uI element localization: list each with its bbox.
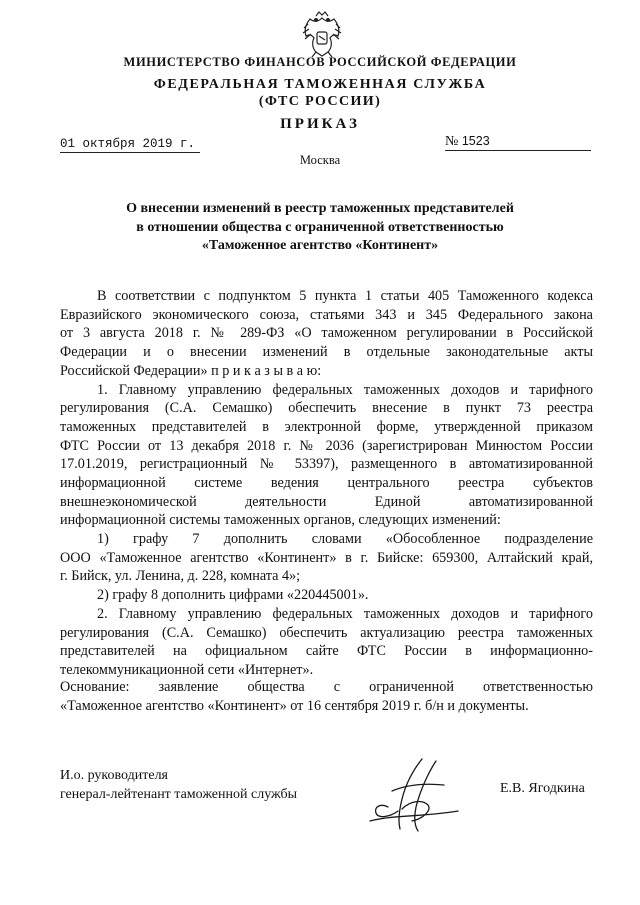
text-line: от 3 августа 2018 г. № 289-ФЗ «О таможенном регулировании в Российской [60,325,593,342]
coat-of-arms-icon [300,10,344,60]
text-line: ООО «Таможенное агентство «Континент» в г. Бийске: 659300, Алтайский край, [60,549,593,566]
text-line: таможенных представителей в электронной форме, утвержденной приказом [60,418,593,435]
text-line: ФТС России от 13 декабря 2018 г. № 2036 (зарегистрирован Минюстом России [60,437,593,454]
order-date: 01 октября 2019 г. [60,137,200,153]
order-number-field [445,134,591,151]
basis-paragraph [60,678,593,715]
text-line: 2) графу 8 дополнить цифрами «220445001». [97,587,369,603]
item-1-paragraph [60,381,593,531]
text-line: представителей на официальном сайте ФТС России в информационно- [60,643,593,660]
text-line: внешнеэкономической деятельности Единой автоматизированной [60,493,593,510]
text-line: 2. Главному управлению федеральных таможенных доходов и тарифного [97,606,593,622]
text-line: Основание: заявление общества с ограниченной ответственностью [60,679,593,695]
text-line: 1) графу 7 дополнить словами «Обособленное подразделение [97,531,593,547]
text-line: 1. Главному управлению федеральных таможенных доходов и тарифного [97,381,593,398]
signatory-name: Е.В. Ягодкина [500,781,585,796]
ministry-name: МИНИСТЕРСТВО ФИНАНСОВ РОССИЙСКОЙ ФЕДЕРАЦИИ [123,55,517,69]
issue-city: Москва [299,153,341,167]
text-line: «Таможенное агентство «Континент» от 16 сентября 2019 г. б/н и документы. [60,697,529,714]
order-number: 1523 [461,134,490,148]
text-line: Российской Федерации» п р и к а з ы в а ю: [60,362,322,379]
position-line: И.о. руководителя [60,768,169,783]
text-line: регулирования (С.А. Семашко) обеспечить внесение в пункт 73 реестра [60,400,593,417]
signatory-position [60,766,297,804]
text-line: г. Бийск, ул. Ленина, д. 228, комната 4»; [60,568,301,585]
text-line: Федерации и о внесении изменений в отдельные законодательные акты [60,344,593,361]
item-1-subitem-2 [60,586,593,605]
number-sign: № [445,134,459,149]
item-1-subitem-1 [60,530,593,586]
text-line: регулирования (С.А. Семашко) обеспечить актуализацию реестра таможенных [60,624,593,641]
text-line: Евразийского экономического союза, статьями 343 и 345 Федерального закона [60,306,593,323]
text-line: 17.01.2019, регистрационный № 53397), размещенного в автоматизированной [60,456,593,473]
title-line: О внесении изменений в реестр таможенных представителей [126,201,514,216]
text-line: информационной системе ведения центрального реестра субъектов [60,474,593,491]
preamble-paragraph [60,287,593,380]
title-line: «Таможенное агентство «Континент» [201,238,439,253]
document-type: ПРИКАЗ [280,116,360,132]
service-name: ФЕДЕРАЛЬНАЯ ТАМОЖЕННАЯ СЛУЖБА [153,77,487,92]
title-line: в отношении общества с ограниченной ответственностью [136,220,504,235]
text-line: телекоммуникационной сети «Интернет». [60,662,314,679]
position-line: генерал-лейтенант таможенной службы [60,787,298,802]
text-line: информационной системы таможенных органов, следующих изменений: [60,512,501,529]
text-line: В соответствии с подпунктом 5 пункта 1 статьи 405 Таможенного кодекса [97,288,593,304]
handwritten-signature-icon [362,755,462,840]
item-2-paragraph [60,605,593,680]
service-abbreviation: (ФТС РОССИИ) [258,94,382,109]
